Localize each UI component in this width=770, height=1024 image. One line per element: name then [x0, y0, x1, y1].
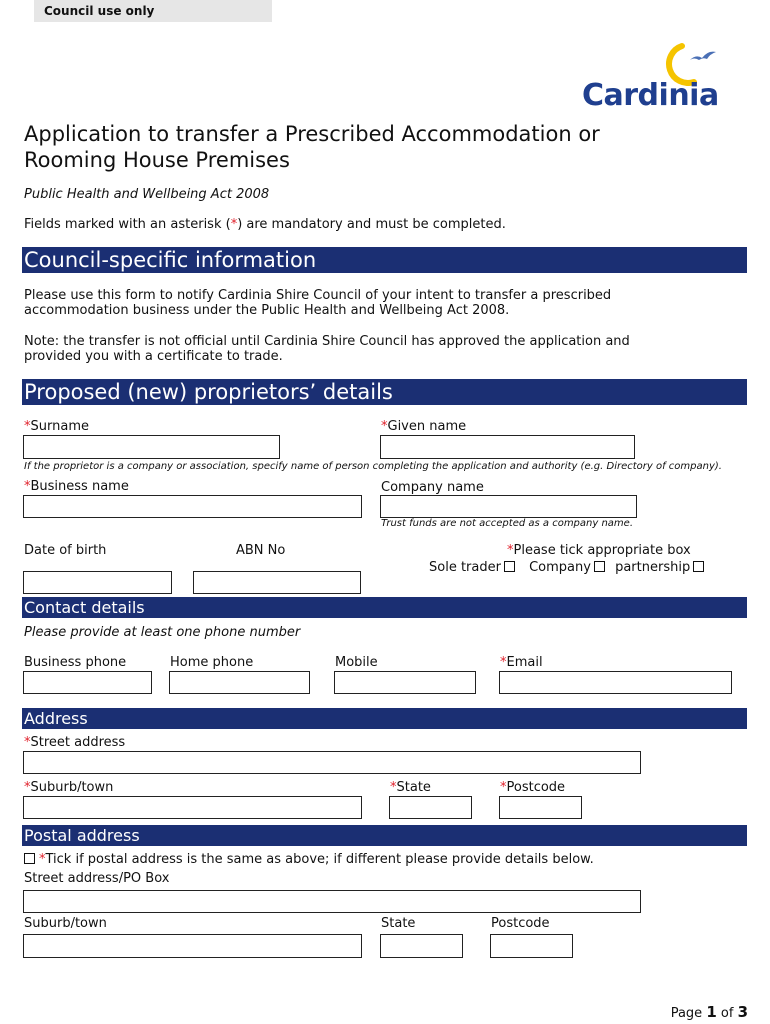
page-number [671, 1003, 748, 1021]
section-council-header [22, 247, 747, 273]
mobile-label: Mobile [335, 655, 378, 670]
company-name-input[interactable] [380, 495, 637, 518]
company-hint: If the proprietor is a company or association, specify name of person completing the application and authority (e.g. Directory of company). [24, 461, 722, 472]
postal-state-label: State [381, 916, 416, 931]
section-contact-title: Contact details [24, 598, 145, 617]
abn-input[interactable] [193, 571, 361, 594]
state-input[interactable] [389, 796, 472, 819]
business-phone-input[interactable] [23, 671, 152, 694]
postcode-label: *Postcode [500, 780, 566, 795]
postal-postcode-label: Postcode [491, 916, 550, 931]
postal-street-label: Street address/PO Box [24, 871, 170, 886]
section-postal-header [22, 825, 747, 846]
section-postal-title: Postal address [24, 826, 140, 845]
company-checkbox[interactable] [594, 561, 605, 572]
section-proprietors-header [22, 379, 747, 405]
section-address-header [22, 708, 747, 729]
surname-label: *Surname [24, 419, 89, 434]
council-use-label: Council use only [44, 4, 155, 18]
business-phone-label: Business phone [24, 655, 127, 670]
postal-suburb-label: Suburb/town [24, 916, 107, 931]
business-name-input[interactable] [23, 495, 362, 518]
mandatory-suffix: ) are mandatory and must be completed. [237, 217, 506, 232]
dob-label: Date of birth [24, 543, 107, 558]
tick-box-label: *Please tick appropriate box [507, 543, 691, 558]
postal-street-input[interactable] [23, 890, 641, 913]
partnership-label: partnership [615, 560, 691, 575]
council-para2-line1: Note: the transfer is not official until Cardinia Shire Council has approved the application and [24, 334, 630, 349]
home-phone-input[interactable] [169, 671, 310, 694]
surname-input[interactable] [23, 435, 280, 459]
act-name: Public Health and Wellbeing Act 2008 [24, 187, 270, 202]
title-line-2: Rooming House Premises [24, 148, 290, 172]
suburb-label: *Suburb/town [24, 780, 114, 795]
postal-state-input[interactable] [380, 934, 463, 958]
council-paragraph-2 [24, 334, 744, 364]
email-label: *Email [500, 655, 543, 670]
home-phone-label: Home phone [170, 655, 254, 670]
council-use-box [34, 0, 272, 22]
contact-hint: Please provide at least one phone number [24, 625, 301, 640]
council-para2-line2: provided you with a certificate to trade. [24, 349, 283, 364]
suburb-input[interactable] [23, 796, 362, 819]
mobile-input[interactable] [334, 671, 476, 694]
state-label: *State [390, 780, 431, 795]
mandatory-note [24, 217, 506, 232]
council-para1-line1: Please use this form to notify Cardinia Shire Council of your intent to transfer a prescribed [24, 288, 612, 303]
mandatory-prefix: Fields marked with an asterisk ( [24, 217, 231, 232]
sole-trader-label: Sole trader [429, 560, 501, 575]
council-para1-line2: accommodation business under the Public Health and Wellbeing Act 2008. [24, 303, 510, 318]
postal-same-row: *Tick if postal address is the same as above; if different please provide details below. [24, 852, 594, 867]
company-label: Company [529, 560, 591, 575]
page-total: 3 [737, 1003, 748, 1021]
postcode-input[interactable] [499, 796, 582, 819]
street-address-input[interactable] [23, 751, 641, 774]
section-proprietors-title: Proposed (new) proprietors’ details [24, 380, 393, 404]
company-name-label: Company name [381, 480, 484, 495]
section-contact-header [22, 597, 747, 618]
given-name-label: *Given name [381, 419, 467, 434]
dob-input[interactable] [23, 571, 172, 594]
page-title [24, 121, 600, 173]
title-line-1: Application to transfer a Prescribed Accommodation or [24, 122, 600, 146]
page-of: of [720, 1006, 734, 1021]
council-paragraph-1 [24, 288, 744, 318]
postal-postcode-input[interactable] [490, 934, 573, 958]
email-input[interactable] [499, 671, 732, 694]
partnership-checkbox[interactable] [693, 561, 704, 572]
postal-same-checkbox[interactable] [24, 853, 35, 864]
street-address-label: *Street address [24, 735, 126, 750]
section-council-title: Council-specific information [24, 248, 317, 272]
abn-label: ABN No [236, 543, 286, 558]
mandatory-star: * [230, 217, 238, 232]
postal-same-label: Tick if postal address is the same as above; if different please provide details below. [45, 852, 594, 867]
postal-suburb-input[interactable] [23, 934, 362, 958]
section-address-title: Address [24, 709, 88, 728]
sole-trader-checkbox[interactable] [504, 561, 515, 572]
business-name-label: *Business name [24, 479, 129, 494]
page-label: Page [670, 1006, 703, 1021]
logo-text: Cardinia [582, 78, 719, 113]
trust-hint: Trust funds are not accepted as a company name. [381, 518, 634, 529]
entity-type-options [429, 560, 708, 575]
page-current: 1 [706, 1003, 717, 1021]
given-name-input[interactable] [380, 435, 635, 459]
